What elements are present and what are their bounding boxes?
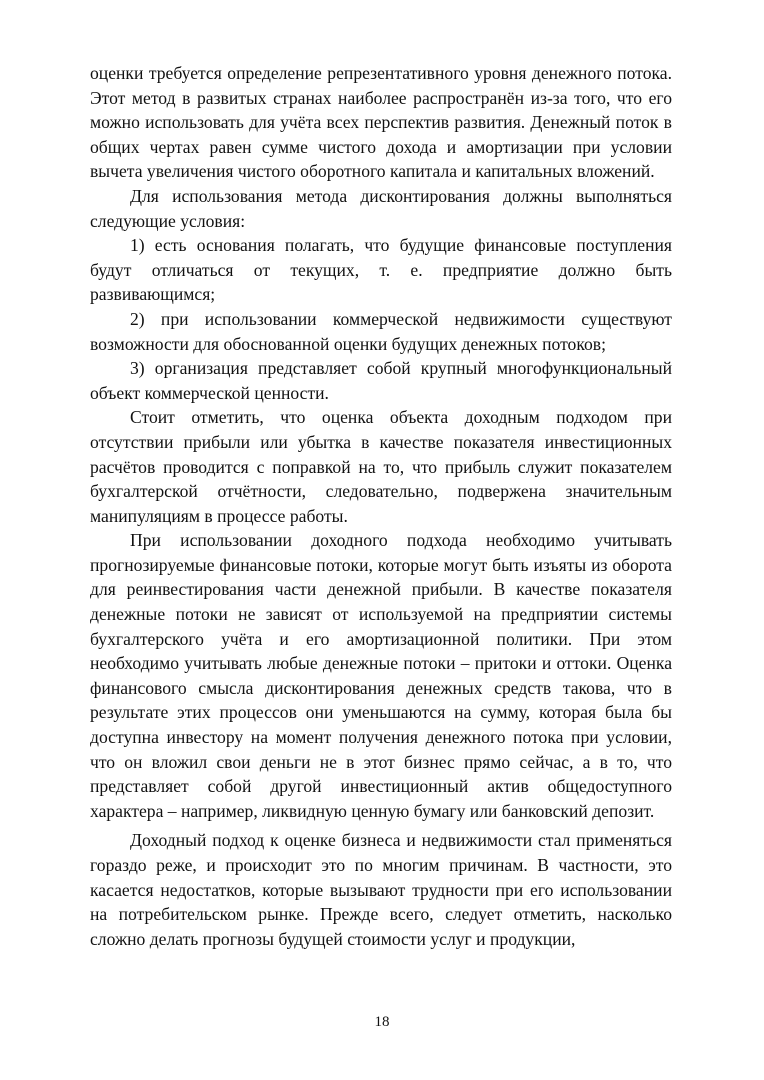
- page-number: 18: [374, 1014, 390, 1030]
- paragraph-condition-1: 1) есть основания полагать, что будущие финансовые поступления будут отличаться от текущих, т. е. предприятие должно быть развивающимся;: [90, 235, 672, 305]
- paragraph-profit-note: Стоит отметить, что оценка объекта доходным подходом при отсутствии прибыли или убытка в качестве показателя инвестиционных расчётов проводится с поправкой на то, что прибыль служит показателем бухгалтерской отчётности, следовательно, подвержена значительным манипуляциям в процессе работы.: [90, 407, 672, 526]
- paragraph-continuation: оценки требуется определение репрезентативного уровня денежного потока. Этот метод в развитых странах наиболее распространён из-за того, что его можно использовать для учёта всех перспектив развития. Денежный поток в общих чертах равен сумме чистого дохода и амортизации при условии вычета увеличения чистого оборотного капитала и капитальных вложений.: [90, 63, 672, 182]
- paragraph-cash-flows: При использовании доходного подхода необходимо учитывать прогнозируемые финансовые потоки, которые могут быть изъяты из оборота для реинвестирования части денежной прибыли. В качестве показателя денежные потоки не зависят от используемой на предприятии системы бухгалтерского учёта и его амортизационной политики. При этом необходимо учитывать любые денежные потоки – притоки и оттоки. Оценка финансового смысла дисконтирования денежных средств такова, что в результате этих процессов они уменьшаются на сумму, которая была бы доступна инвестору на момент получения денежного потока при условии, что он вложил свои деньги не в этот бизнес прямо сейчас, а в то, что представляет собой другой инвестиционный актив общедоступного характера – например, ликвидную ценную бумагу или банковский депозит.: [90, 530, 672, 821]
- page-body: [90, 61, 672, 951]
- paragraph-income-approach: Доходный подход к оценке бизнеса и недвижимости стал применяться гораздо реже, и происходит это по многим причинам. В частности, это касается недостатков, которые вызывают трудности при его использовании на потребительском рынке. Прежде всего, следует отметить, насколько сложно делать прогнозы будущей стоимости услуг и продукции,: [90, 830, 672, 949]
- paragraph-conditions-intro: Для использования метода дисконтирования должны выполняться следующие условия:: [90, 185, 672, 231]
- paragraph-condition-3: 3) организация представляет собой крупный многофункциональный объект коммерческой ценности.: [90, 358, 672, 403]
- paragraph-condition-2: 2) при использовании коммерческой недвижимости существуют возможности для обоснованной оценки будущих денежных потоков;: [90, 308, 672, 354]
